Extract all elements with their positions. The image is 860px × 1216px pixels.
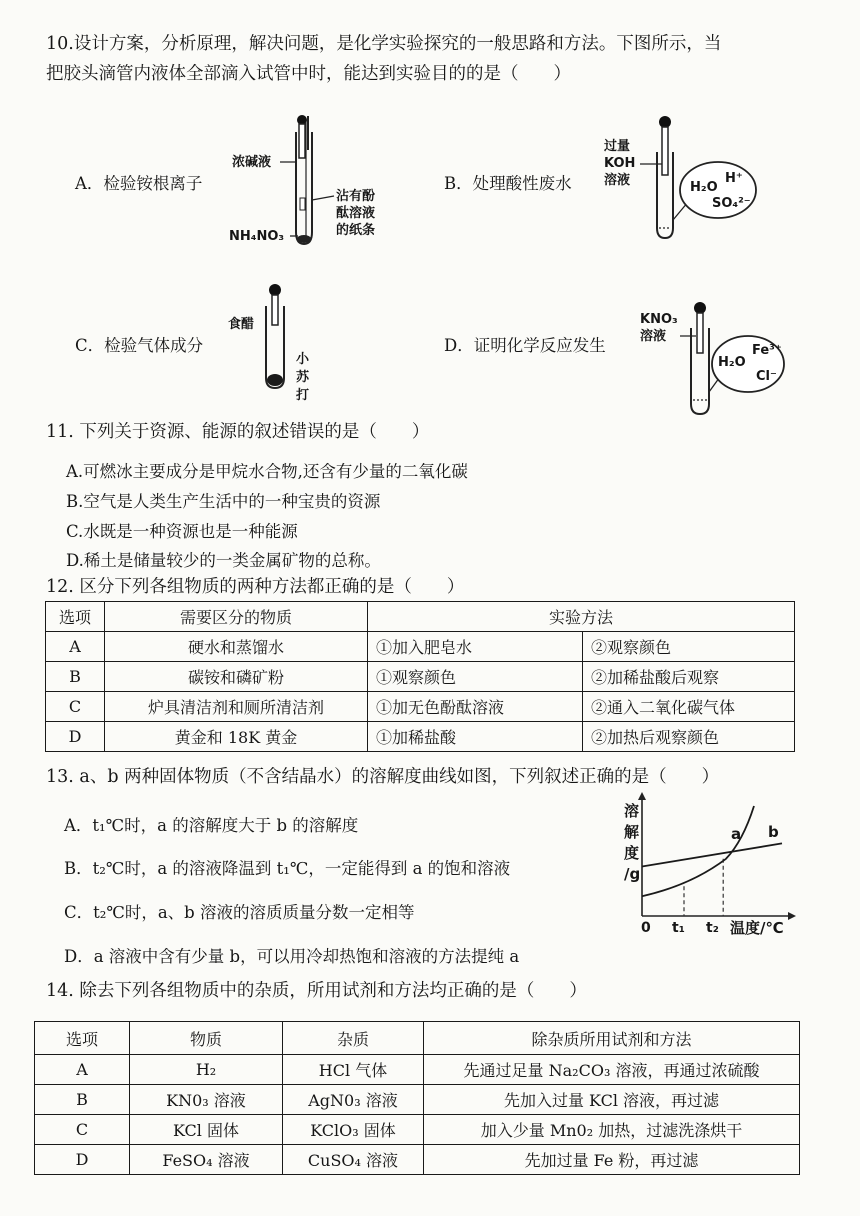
chart-ylabel-char: 解	[624, 823, 640, 841]
table-cell: KCl 固体	[130, 1115, 283, 1145]
q12-table	[45, 601, 795, 752]
chart-ylabel-char: 度	[624, 844, 640, 862]
chart-x-tick-label: 0	[641, 920, 651, 936]
table-cell: 黄金和 18K 黄金	[105, 722, 368, 752]
q10c-solid-label-3: 打	[296, 388, 310, 403]
table-cell: H₂	[130, 1055, 283, 1085]
chart-x-tick-label: t₁	[672, 920, 685, 936]
q11-stem: 11. 下列关于资源、能源的叙述错误的是（ ）	[46, 422, 430, 442]
table-row	[35, 1055, 800, 1085]
chart-y-arrow	[638, 792, 646, 800]
q10b-ion-so4: SO₄²⁻	[712, 196, 751, 211]
q12-stem: 12. 区分下列各组物质的两种方法都正确的是（ ）	[46, 577, 465, 597]
q13-option-b: B．t₂℃时，a 的溶液降温到 t₁℃，一定能得到 a 的饱和溶液	[64, 859, 511, 878]
q10b-reagent-label-3: 溶液	[604, 173, 631, 188]
table-cell: KN0₃ 溶液	[130, 1085, 283, 1115]
table-cell: 硬水和蒸馏水	[105, 632, 368, 662]
q10a-paper-label-1: 沾有酚	[336, 189, 376, 204]
q10a-paper-label-3: 的纸条	[336, 223, 376, 238]
table-cell: ②加稀盐酸后观察	[583, 662, 795, 692]
q10b-ion-h2o: H₂O	[690, 180, 718, 195]
table-cell: FeSO₄ 溶液	[130, 1145, 283, 1175]
q10b-ion-h: H⁺	[725, 171, 743, 186]
chart-x-tick-label: t₂	[706, 920, 719, 936]
table-cell: KClO₃ 固体	[283, 1115, 424, 1145]
chart-ylabel-char: 溶	[624, 802, 640, 820]
q10b-apparatus-diagram	[640, 112, 770, 244]
table-cell: ①加入肥皂水	[368, 632, 583, 662]
series-label-b: b	[768, 823, 779, 841]
table-header-cell: 实验方法	[368, 602, 795, 632]
q14-table	[34, 1021, 800, 1175]
table-cell: B	[35, 1085, 130, 1115]
table-cell: ②观察颜色	[583, 632, 795, 662]
q10c-apparatus-diagram	[255, 280, 295, 400]
q10d-ion-cl: Cl⁻	[756, 369, 777, 384]
q13-option-d: D．a 溶液中含有少量 b，可以用冷却热饱和溶液的方法提纯 a	[64, 947, 520, 966]
q13-option-c: C．t₂℃时，a、b 溶液的溶质质量分数一定相等	[64, 903, 415, 922]
table-cell: ②通入二氧化碳气体	[583, 692, 795, 722]
q10b-reagent-label-2: KOH	[604, 156, 636, 171]
q10b-reagent-label-1: 过量	[604, 139, 631, 154]
table-row	[35, 1085, 800, 1115]
table-header-cell: 物质	[130, 1022, 283, 1055]
q10-option-a: A．检验铵根离子	[75, 174, 203, 193]
table-cell: CuSO₄ 溶液	[283, 1145, 424, 1175]
table-row	[35, 1115, 800, 1145]
table-cell: D	[35, 1145, 130, 1175]
table-cell: A	[46, 632, 105, 662]
table-header-cell: 选项	[35, 1022, 130, 1055]
table-cell: D	[46, 722, 105, 752]
q10-option-b: B．处理酸性废水	[444, 174, 572, 193]
q10d-reagent-label-1: KNO₃	[640, 312, 678, 327]
table-header-cell: 杂质	[283, 1022, 424, 1055]
series-b-line	[642, 843, 782, 866]
q10-stem-line1: 10.设计方案，分析原理，解决问题，是化学实验探究的一般思路和方法。下图所示，当	[46, 34, 722, 54]
table-cell: 加入少量 Mn0₂ 加热，过滤洗涤烘干	[424, 1115, 800, 1145]
q10c-reagent-label: 食醋	[228, 317, 255, 332]
table-row	[46, 692, 795, 722]
table-header-cell: 除杂质所用试剂和方法	[424, 1022, 800, 1055]
table-cell: ①加稀盐酸	[368, 722, 583, 752]
table-cell: 先通过足量 Na₂CO₃ 溶液，再通过浓硫酸	[424, 1055, 800, 1085]
table-cell: B	[46, 662, 105, 692]
q10-option-d: D．证明化学反应发生	[444, 336, 606, 355]
table-cell: C	[35, 1115, 130, 1145]
q10a-solid-label: NH₄NO₃	[229, 229, 285, 244]
table-cell: 先加过量 Fe 粉，再过滤	[424, 1145, 800, 1175]
chart-xlabel: 温度/℃	[730, 919, 784, 937]
q13-option-a: A．t₁℃时，a 的溶解度大于 b 的溶解度	[64, 816, 359, 835]
q10a-apparatus-diagram	[280, 110, 340, 250]
table-header-row	[46, 602, 795, 632]
table-row	[46, 722, 795, 752]
table-cell: ②加热后观察颜色	[583, 722, 795, 752]
q11-option-d: D.稀土是储量较少的一类金属矿物的总称。	[66, 551, 381, 570]
table-cell: AgN0₃ 溶液	[283, 1085, 424, 1115]
table-cell: HCl 气体	[283, 1055, 424, 1085]
table-header-cell: 需要区分的物质	[105, 602, 368, 632]
q10d-reagent-label-2: 溶液	[640, 329, 667, 344]
q13-stem: 13. a、b 两种固体物质（不含结晶水）的溶解度曲线如图，下列叙述正确的是（ ）	[46, 767, 720, 787]
q14-stem: 14. 除去下列各组物质中的杂质，所用试剂和方法均正确的是（ ）	[46, 981, 587, 1001]
table-row	[35, 1145, 800, 1175]
q10c-solid-label-2: 苏	[296, 370, 310, 385]
q11-option-b: B.空气是人类生产生活中的一种宝贵的资源	[66, 492, 381, 511]
q10d-ion-fe: Fe³⁺	[752, 343, 782, 358]
q10c-solid-label-1: 小	[296, 352, 310, 367]
table-cell: 碳铵和磷矿粉	[105, 662, 368, 692]
table-header-cell: 选项	[46, 602, 105, 632]
series-label-a: a	[731, 825, 742, 843]
table-cell: C	[46, 692, 105, 722]
table-cell: 先加入过量 KCl 溶液，再过滤	[424, 1085, 800, 1115]
table-row	[46, 662, 795, 692]
q11-option-c: C.水既是一种资源也是一种能源	[66, 522, 298, 541]
chart-x-arrow	[788, 912, 796, 920]
table-row	[46, 632, 795, 662]
table-header-row	[35, 1022, 800, 1055]
q10a-reagent-label: 浓碱液	[232, 155, 272, 170]
q10a-paper-label-2: 酞溶液	[336, 206, 376, 221]
q10-option-c: C．检验气体成分	[75, 336, 204, 355]
q10d-ion-h2o: H₂O	[718, 355, 746, 370]
table-cell: 炉具清洁剂和厕所清洁剂	[105, 692, 368, 722]
q10-stem-line2: 把胶头滴管内液体全部滴入试管中时，能达到实验目的的是（ ）	[46, 64, 571, 84]
chart-ylabel-char: /g	[624, 865, 641, 883]
table-cell: ①加无色酚酞溶液	[368, 692, 583, 722]
solubility-chart	[630, 790, 800, 920]
table-cell: ①观察颜色	[368, 662, 583, 692]
table-cell: A	[35, 1055, 130, 1085]
q11-option-a: A.可燃冰主要成分是甲烷水合物,还含有少量的二氧化碳	[66, 462, 468, 481]
